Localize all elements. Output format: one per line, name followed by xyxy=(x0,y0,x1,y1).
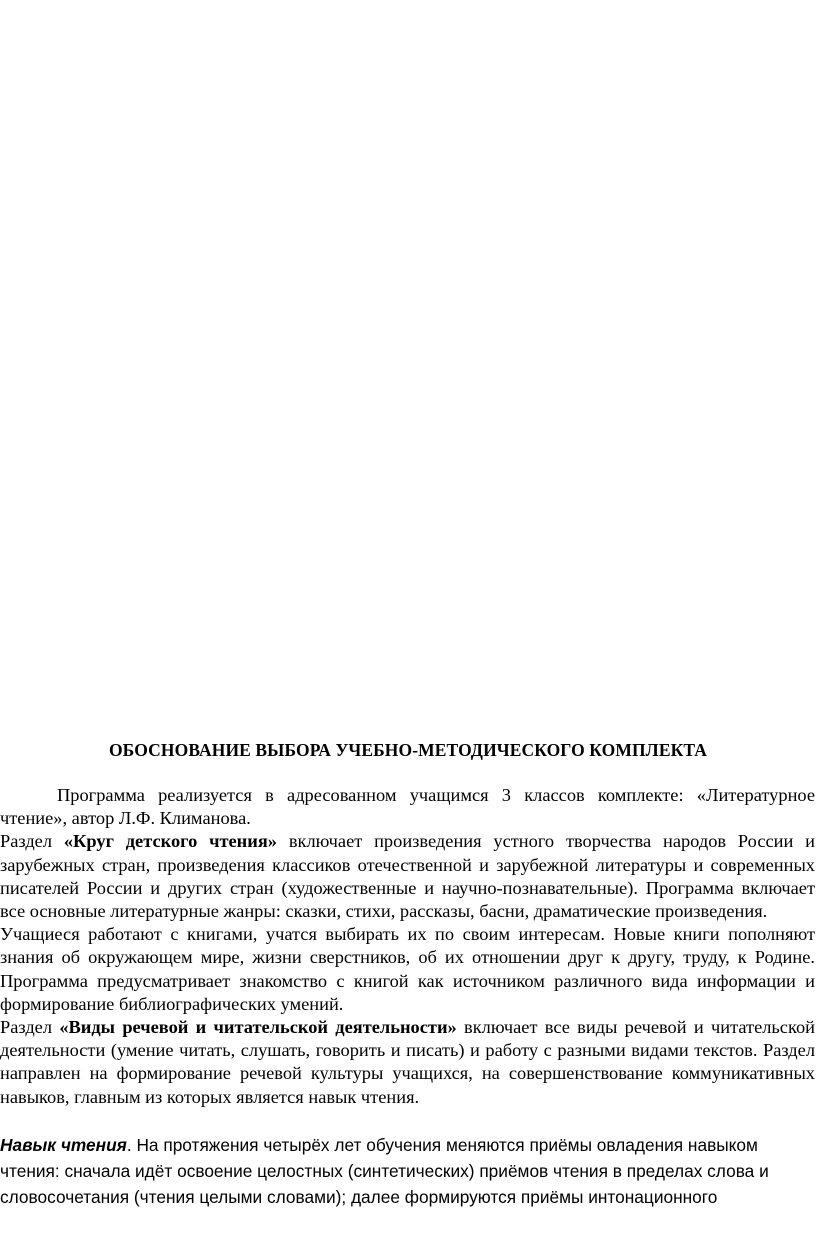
section-name-reading-circle: «Круг детского чтения» xyxy=(63,831,277,852)
paragraph-speech-activity xyxy=(0,1016,815,1109)
section-name-speech-activity: «Виды речевой и читательской деятельности» xyxy=(59,1017,457,1038)
paragraph-reading-circle xyxy=(0,830,815,923)
reading-skill-text xyxy=(0,1133,815,1210)
paragraph-students-work: Учащиеся работают с книгами, учатся выбирать их по своим интересам. Новые книги пополняют знания об окружающем мире, жизни сверстников, об их отношении друг к другу, труду, к Родине. Программа предусматривает знакомство с книгой как источником различного вида информации и формирование библиографических умений. xyxy=(0,924,815,1014)
paragraph-text: . На протяжения четырёх лет обучения меняются приёмы овладения навыком чтения: сначала идёт освоение целостных (синтетических) приёмов чтения в пределах слова и словосочетания (чтения целыми словами); далее формируются приёмы интонационного xyxy=(0,1135,769,1207)
paragraph-text: включает произведения устного творчества народов России и зарубежных стран, произведения классиков отечественной и зарубежной литературы и современных писателей России и других стран (художественные и научно-познавательные). Программа включает все основные литературные жанры: сказки, стихи, рассказы, басни, драматические произведения. xyxy=(0,831,815,922)
paragraph-text: включает все виды речевой и читательской деятельности (умение читать, слушать, говорить и писать) и работу с разными видами текстов. Раздел направлен на формирование речевой культуры учащихся, на совершенствование коммуникативных навыков, главным из которых является навык чтения. xyxy=(0,1017,815,1107)
paragraph-program-intro: Программа реализуется в адресованном учащимся 3 классов комплекте: «Литературное чтение», автор Л.Ф. Климанова. xyxy=(0,785,815,829)
term-reading-skill: Навык чтения xyxy=(0,1135,127,1155)
page-title: ОБОСНОВАНИЕ ВЫБОРА УЧЕБНО-МЕТОДИЧЕСКОГО КОМПЛЕКТА xyxy=(108,740,708,760)
body-text xyxy=(0,784,815,1109)
paragraph-lead: Раздел xyxy=(0,831,64,852)
paragraph-reading-skill xyxy=(0,1133,815,1210)
paragraph-lead: Раздел xyxy=(0,1017,60,1038)
